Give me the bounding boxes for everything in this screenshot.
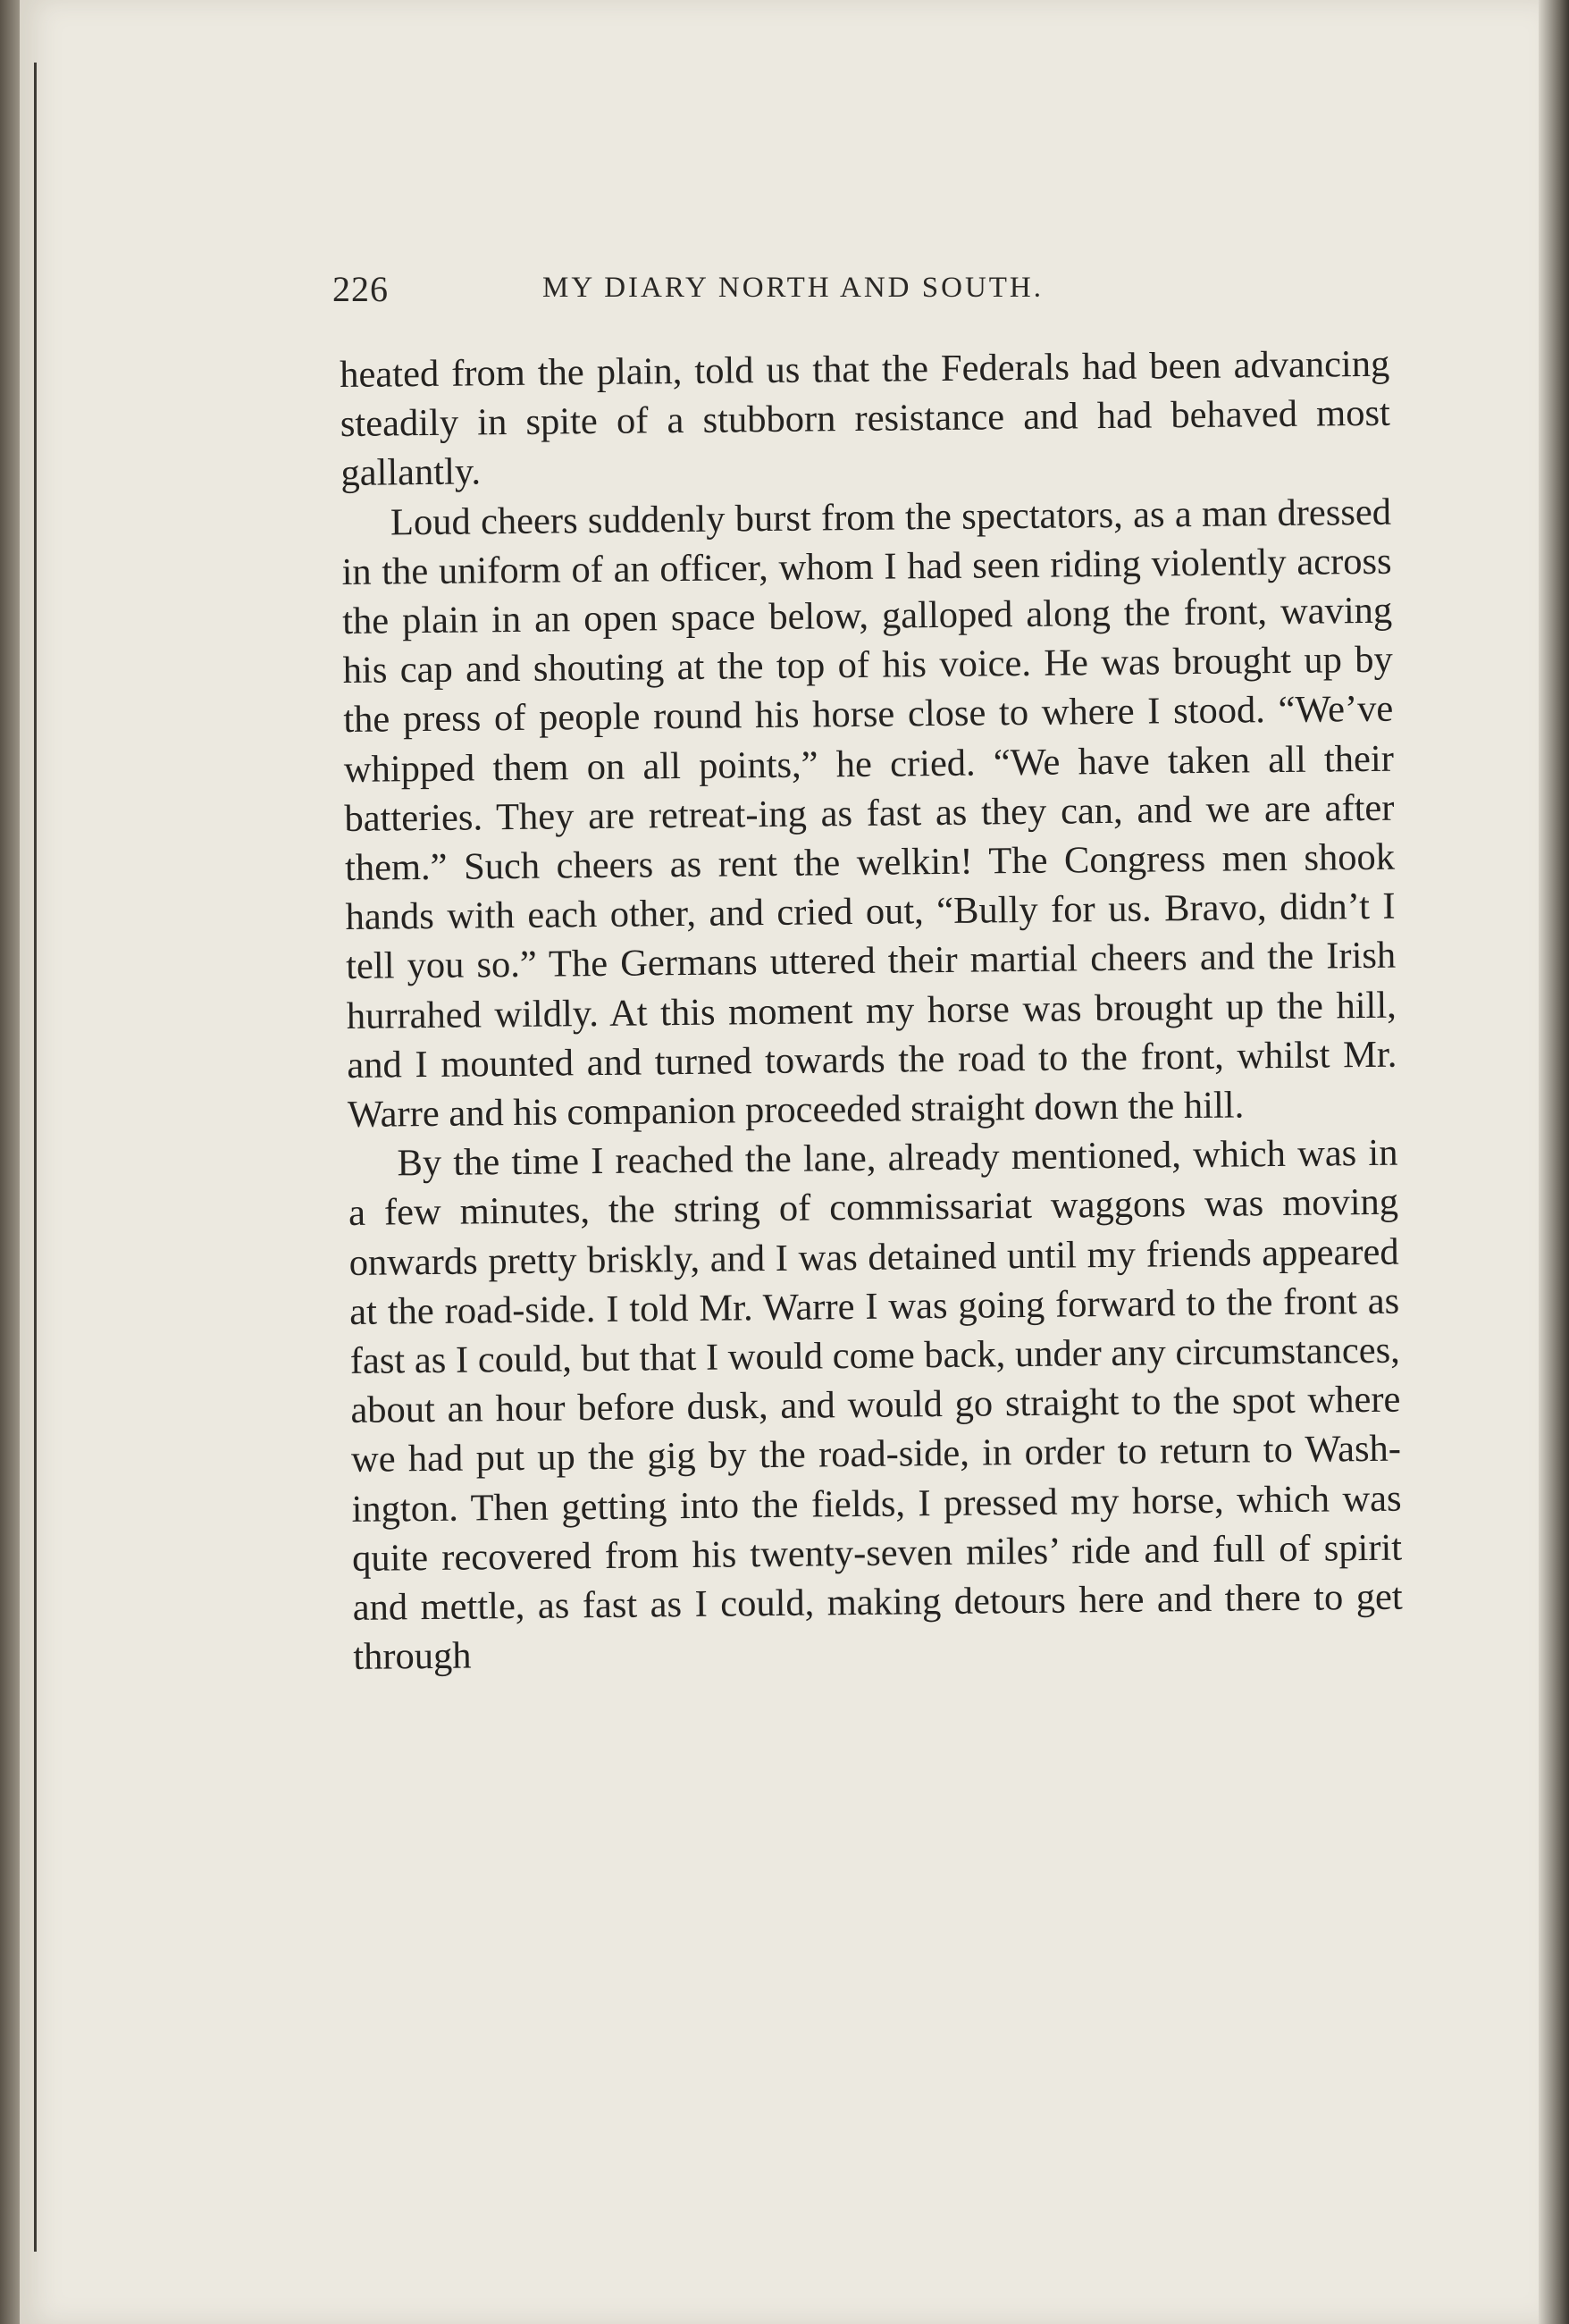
page-number: 226 — [332, 269, 389, 309]
paragraph: By the time I reached the lane, already mentioned, which was in a few minutes, the string of commissariat waggons was moving onwards pretty briskly, and I was detained until my friends appeared at the road-side. I told Mr. Warre I was going forward to the front as fast as I could, but that I would come back, under any circumstances, about an hour before dusk, and would go straight to the spot where we had put up the gig by the road-side, in order to return to Wash-ington. Then getting into the fields, I pressed my horse, which was quite recovered from his twenty-seven miles’ ride and full of spirit and mettle, as fast as I could, making detours here and there to get through — [348, 1131, 1403, 1679]
body-text — [340, 340, 1404, 1682]
running-title: MY DIARY NORTH AND SOUTH. — [542, 272, 1045, 304]
paragraph: Loud cheers suddenly burst from the spectators, as a man dressed in the uniform of an officer, whom I had seen riding violently across the plain in an open space below, galloped along the front, waving his cap and shouting at the top of his voice. He was brought up by the press of people round his horse close to where I stood. “We’ve whipped them on all points,” he cried. “We have taken all their batteries. They are retreat-ing as fast as they can, and we are after them.” Such cheers as rent the welkin! The Congress men shook hands with each other, and cried out, “Bully for us. Bravo, didn’t I tell you so.” The Germans uttered their martial cheers and the Irish hurrahed wildly. At this moment my horse was brought up the hill, and I mounted and turned towards the road to the front, whilst Mr. Warre and his companion proceeded straight down the hill. — [341, 491, 1397, 1136]
paragraph: heated from the plain, told us that the Federals had been advancing steadily in spite of a stubborn resistance and had behaved most gallantly. — [340, 342, 1391, 495]
running-head — [332, 268, 1154, 322]
page-edge-right — [1539, 0, 1569, 2324]
book-gutter — [0, 0, 20, 2324]
spine-shadow-line — [34, 63, 37, 2252]
